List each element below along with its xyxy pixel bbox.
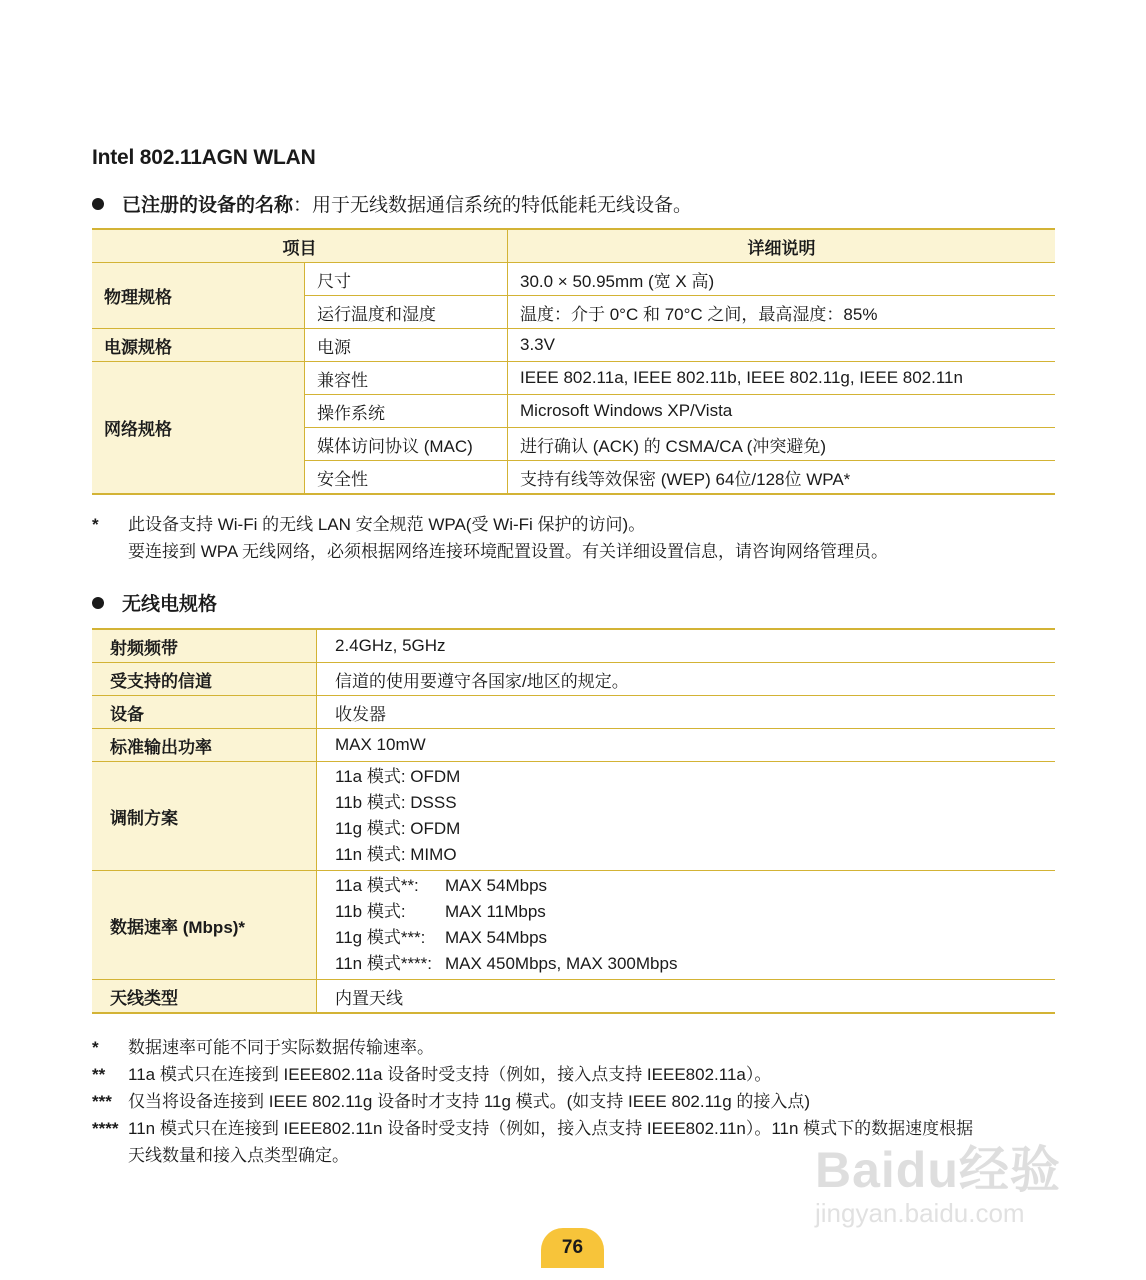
note-mark: ** xyxy=(92,1065,106,1084)
note-text: 11a 模式只在连接到 IEEE802.11a 设备时受支持（例如，接入点支持 IEEE802.11a）。 xyxy=(128,1065,772,1084)
note-text: 11n 模式只在连接到 IEEE802.11n 设备时受支持（例如，接入点支持 IEEE802.11n）。11n 模式下的数据速度根据 xyxy=(128,1119,974,1138)
group-network: 网络规格 xyxy=(92,362,305,495)
page-number: 76 xyxy=(541,1228,604,1268)
detail-cell: 3.3V xyxy=(508,329,1056,362)
radio-value: 信道的使用要遵守各国家/地区的规定。 xyxy=(317,663,1056,696)
radio-key: 标准输出功率 xyxy=(92,729,317,762)
data-rate-value xyxy=(317,871,1056,980)
note-mark: *** xyxy=(92,1092,112,1111)
radio-heading: 无线电规格 xyxy=(122,594,218,615)
rate-value: MAX 11Mbps xyxy=(445,902,546,921)
note-mark: * xyxy=(92,1038,99,1057)
detail-cell: 温度：介于 0°C 和 70°C 之间，最高湿度：85% xyxy=(508,296,1056,329)
radio-value: 2.4GHz, 5GHz xyxy=(317,629,1056,663)
table-row xyxy=(92,729,1055,762)
registered-device-line xyxy=(92,190,692,217)
note-line: 此设备支持 Wi-Fi 的无线 LAN 安全规范 WPA(受 Wi-Fi 保护的访问)。 xyxy=(128,515,646,534)
note-text: 数据速率可能不同于实际数据传输速率。 xyxy=(128,1038,434,1057)
radio-value: 内置天线 xyxy=(317,980,1056,1014)
detail-cell: 支持有线等效保密 (WEP) 64位/128位 WPA* xyxy=(508,461,1056,495)
table-row xyxy=(92,263,1055,296)
item-cell: 操作系统 xyxy=(305,395,508,428)
table-row xyxy=(92,871,1055,980)
modulation-line: 11g 模式: OFDM xyxy=(335,819,461,838)
detail-cell: 进行确认 (ACK) 的 CSMA/CA (冲突避免) xyxy=(508,428,1056,461)
page-title: Intel 802.11AGN WLAN xyxy=(92,146,316,169)
watermark-url: jingyan.baidu.com xyxy=(815,1198,1025,1228)
header-detail: 详细说明 xyxy=(508,229,1056,263)
radio-key: 数据速率 (Mbps)* xyxy=(92,871,317,980)
note-text: 天线数量和接入点类型确定。 xyxy=(128,1146,349,1165)
radio-key: 天线类型 xyxy=(92,980,317,1014)
table-row xyxy=(92,629,1055,663)
note-mark: * xyxy=(92,515,99,534)
registered-label: 已注册的设备的名称 xyxy=(122,195,294,216)
modulation-value xyxy=(317,762,1056,871)
radio-value: 收发器 xyxy=(317,696,1056,729)
modulation-line: 11a 模式: OFDM xyxy=(335,767,461,786)
watermark-brand: Baidu经验 xyxy=(815,1142,1061,1198)
bullet-icon xyxy=(92,198,104,210)
rate-mode: 11g 模式***: xyxy=(335,928,426,947)
radio-key: 射频频带 xyxy=(92,629,317,663)
note-text: 仅当将设备连接到 IEEE 802.11g 设备时才支持 11g 模式。(如支持 IEEE 802.11g 的接入点) xyxy=(128,1092,811,1111)
bullet-icon xyxy=(92,597,104,609)
detail-cell: IEEE 802.11a, IEEE 802.11b, IEEE 802.11g, IEEE 802.11n xyxy=(508,362,1056,395)
table-row xyxy=(92,362,1055,395)
rate-value: MAX 54Mbps xyxy=(445,928,548,947)
rate-value: MAX 54Mbps xyxy=(445,876,548,895)
item-cell: 安全性 xyxy=(305,461,508,495)
rate-value: MAX 450Mbps, MAX 300Mbps xyxy=(445,954,678,973)
item-cell: 尺寸 xyxy=(305,263,508,296)
table-row xyxy=(92,980,1055,1014)
modulation-line: 11n 模式: MIMO xyxy=(335,845,457,864)
detail-cell: 30.0 × 50.95mm (宽 X 高) xyxy=(508,263,1056,296)
radio-key: 设备 xyxy=(92,696,317,729)
rate-mode: 11n 模式****: xyxy=(335,954,433,973)
item-cell: 运行温度和湿度 xyxy=(305,296,508,329)
group-physical: 物理规格 xyxy=(92,263,305,329)
radio-table xyxy=(92,628,1055,1014)
rate-mode: 11b 模式: xyxy=(335,902,406,921)
table-row xyxy=(92,762,1055,871)
note-line: 要连接到 WPA 无线网络，必须根据网络连接环境配置设置。有关详细设置信息，请咨询网络管理员。 xyxy=(128,542,888,561)
group-power: 电源规格 xyxy=(92,329,305,362)
baidu-watermark xyxy=(815,1130,1085,1240)
radio-heading-line xyxy=(92,589,217,616)
spec-table xyxy=(92,228,1055,495)
table-row xyxy=(92,663,1055,696)
rate-mode: 11a 模式**: xyxy=(335,876,419,895)
item-cell: 媒体访问协议 (MAC) xyxy=(305,428,508,461)
registered-separator: ： xyxy=(293,195,313,216)
item-cell: 兼容性 xyxy=(305,362,508,395)
radio-key: 受支持的信道 xyxy=(92,663,317,696)
modulation-line: 11b 模式: DSSS xyxy=(335,793,457,812)
table-row xyxy=(92,696,1055,729)
radio-value: MAX 10mW xyxy=(317,729,1056,762)
registered-text: 用于无线数据通信系统的特低能耗无线设备。 xyxy=(312,195,693,216)
radio-key: 调制方案 xyxy=(92,762,317,871)
note-mark: **** xyxy=(92,1119,119,1138)
note-wpa xyxy=(92,511,888,565)
table-row xyxy=(92,329,1055,362)
detail-cell: Microsoft Windows XP/Vista xyxy=(508,395,1056,428)
header-item: 项目 xyxy=(92,229,508,263)
item-cell: 电源 xyxy=(305,329,508,362)
